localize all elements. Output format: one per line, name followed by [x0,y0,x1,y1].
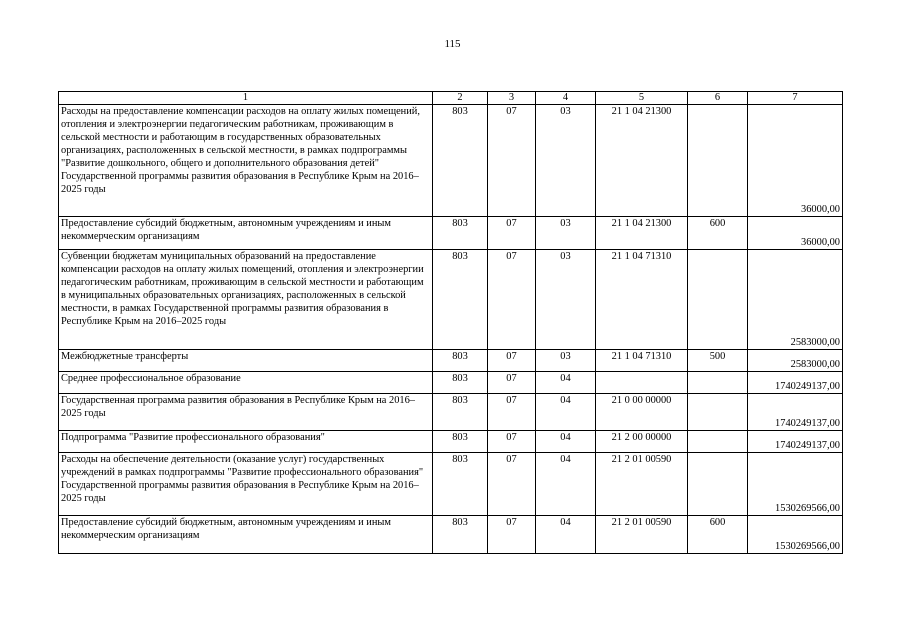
row-expense-type [688,431,748,453]
row-name: Расходы на предоставление компенсации расходов на оплату жилых помещений, отопления и электроэнергии педагогическим работникам, проживающим в сельской местности и работающим в государственных образовательных организациях, расположенных в сельской местности, в рамках подпрограммы "Развитие дошкольного, общего и дополнительного образования детей" Государственной программы развития образования в Республике Крым на 2016–2025 годы [59,105,433,217]
header-cell: 6 [688,92,748,105]
row-code: 803 [433,350,488,372]
row-name: Предоставление субсидий бюджетным, автономным учреждениям и иным некоммерческим организациям [59,516,433,554]
row-amount: 1740249137,00 [748,394,843,431]
table-row [59,105,843,217]
row-section: 07 [488,105,536,217]
row-expense-type [688,250,748,350]
row-target: 21 2 00 00000 [596,431,688,453]
row-code: 803 [433,372,488,394]
row-section: 07 [488,372,536,394]
row-name: Среднее профессиональное образование [59,372,433,394]
row-section: 07 [488,394,536,431]
row-amount: 1740249137,00 [748,431,843,453]
row-subsection: 04 [536,372,596,394]
table-row [59,394,843,431]
row-target: 21 2 01 00590 [596,453,688,516]
table-row [59,516,843,554]
row-amount: 1740249137,00 [748,372,843,394]
row-code: 803 [433,217,488,250]
header-cell: 2 [433,92,488,105]
row-subsection: 04 [536,516,596,554]
row-subsection: 04 [536,431,596,453]
row-target: 21 0 00 00000 [596,394,688,431]
row-code: 803 [433,394,488,431]
row-subsection: 03 [536,350,596,372]
row-target: 21 1 04 71310 [596,250,688,350]
row-subsection: 03 [536,250,596,350]
row-amount: 1530269566,00 [748,453,843,516]
row-target: 21 1 04 21300 [596,105,688,217]
row-amount: 2583000,00 [748,250,843,350]
row-name: Субвенции бюджетам муниципальных образований на предоставление компенсации расходов на оплату жилых помещений, отопления и электроэнергии педагогическим работникам, проживающим в сельской местности и работающим в муниципальных образовательных организациях, расположенных в сельской местности, в рамках Государственной программы развития образования в Республике Крым на 2016–2025 годы [59,250,433,350]
row-section: 07 [488,217,536,250]
row-name: Государственная программа развития образования в Республике Крым на 2016–2025 годы [59,394,433,431]
table-row [59,372,843,394]
row-expense-type: 600 [688,217,748,250]
header-cell: 7 [748,92,843,105]
row-code: 803 [433,105,488,217]
row-subsection: 04 [536,394,596,431]
row-name: Подпрограмма "Развитие профессионального образования" [59,431,433,453]
row-expense-type [688,453,748,516]
header-cell: 4 [536,92,596,105]
row-expense-type: 500 [688,350,748,372]
table-row [59,250,843,350]
row-section: 07 [488,350,536,372]
row-name: Предоставление субсидий бюджетным, автономным учреждениям и иным некоммерческим организациям [59,217,433,250]
header-cell: 5 [596,92,688,105]
row-subsection: 03 [536,217,596,250]
row-expense-type: 600 [688,516,748,554]
table-row [59,217,843,250]
row-target: 21 1 04 21300 [596,217,688,250]
header-cell: 3 [488,92,536,105]
row-amount: 36000,00 [748,217,843,250]
row-name: Расходы на обеспечение деятельности (оказание услуг) государственных учреждений в рамках подпрограммы "Развитие профессионального образования" Государственной программы развития образования в Республике Крым на 2016–2025 годы [59,453,433,516]
row-expense-type [688,372,748,394]
row-section: 07 [488,431,536,453]
row-expense-type [688,394,748,431]
row-target: 21 1 04 71310 [596,350,688,372]
row-code: 803 [433,250,488,350]
budget-table [58,91,843,554]
row-amount: 36000,00 [748,105,843,217]
page-number: 115 [444,38,461,50]
row-expense-type [688,105,748,217]
row-target: 21 2 01 00590 [596,516,688,554]
row-code: 803 [433,453,488,516]
table-header-row [59,92,843,105]
row-code: 803 [433,431,488,453]
table-row [59,453,843,516]
row-section: 07 [488,516,536,554]
row-amount: 1530269566,00 [748,516,843,554]
row-section: 07 [488,250,536,350]
table-row [59,431,843,453]
row-amount: 2583000,00 [748,350,843,372]
row-target [596,372,688,394]
row-section: 07 [488,453,536,516]
row-subsection: 03 [536,105,596,217]
row-name: Межбюджетные трансферты [59,350,433,372]
header-cell: 1 [59,92,433,105]
row-subsection: 04 [536,453,596,516]
row-code: 803 [433,516,488,554]
table-row [59,350,843,372]
